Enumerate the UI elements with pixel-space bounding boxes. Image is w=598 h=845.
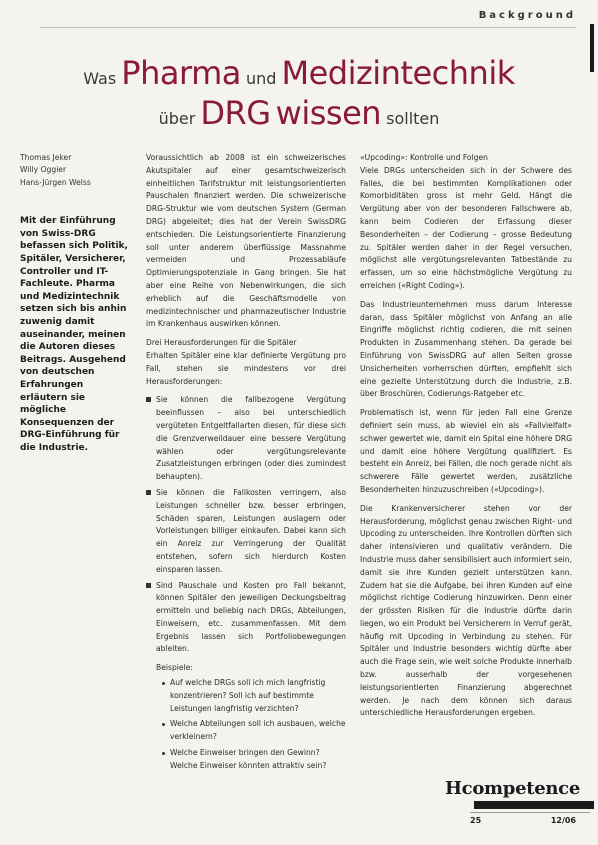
author-name: Thomas Jeker (20, 153, 72, 162)
examples-list (146, 677, 346, 773)
article-title-line-1 (0, 54, 598, 92)
footer-rule (470, 812, 590, 813)
author-list (20, 152, 130, 189)
list-item (162, 677, 346, 715)
bullet-square-icon (146, 397, 151, 402)
list-item-text: Auf welche DRGs soll ich mich langfristig konzentrieren? Soll ich auf bestimmte Leistungen langfristig verzichten? (170, 678, 326, 713)
body-paragraph: Erhalten Spitäler eine klar definierte Vergütung pro Fall, stehen sie mindestens vor drei Herausforderungen: (146, 350, 346, 386)
title-word: und (245, 69, 277, 88)
author-name: Hans-Jürgen Welss (20, 177, 91, 187)
title-word: Pharma (121, 54, 241, 92)
subheading: «Upcoding»: Kontrolle und Folgen (360, 153, 488, 162)
publication-logo: Hcompetence (444, 778, 580, 799)
subheading: Drei Herausforderungen für die Spitäler (146, 338, 297, 348)
title-word: Medizintechnik (281, 54, 515, 92)
issue-number: 12/06 (550, 816, 576, 825)
body-paragraph: Voraussichtlich ab 2008 ist ein schweizerisches Akutspitaler auf einer gesamtschweizerisch einheitlichen Tarifstruktur mit leistungsorientierten Pauschalen finanziert werden. Die schweizerische DRG-Struktur wie vom deutschen System (German DRG) abgeleitet; dies hat der Verein SwissDRG entschieden. Die Leistungsorientierte Finanzierung soll unter anderem überflüssige Massnahme vermeiden und Prozessabläufe Optimierungspotenziale in Gang bringen. Sie hat aber eine Reihe von Nebenwirkungen, die sich erheblich auf die Geschäftsmodelle von medizintechnischer und pharmazeutischer Industrie im Krankenhaus auswirken können. (146, 153, 346, 329)
list-item-text: Sie können die Fallkosten verringern, also Leistungen schneller bzw. besser erbringen, Schäden sparen, Leistungen auslagern oder Vorleistungen billiger einkaufen. Dabei kann sich ein Anreiz zur Verringerung der Qualität entstehen, sofern sich hierdurch Kosten einsparen lassen. (156, 487, 346, 574)
article-title-line-2 (0, 94, 598, 132)
list-item-text: Sind Pauschale und Kosten pro Fall bekannt, können Spitäler den jeweiligen Deckungsbeitrag ermitteln und beliebig nach DRGs, Abteilungen, Einweisern, etc. zusammenfassen. Mit dem Ergebnis lassen sich Portfoliobewegungen ableiten. (156, 580, 346, 654)
page-number: 25 (470, 816, 482, 825)
body-paragraph: Problematisch ist, wenn für jeden Fall eine Grenze definiert sein muss, ab wieviel ein als «Fallvielfalt» schwer gewertet wie, damit ein Spital eine höhere DRG und damit eine höhere Vergütung qualifiziert. Es besteht ein Anreiz, bei Fällen, die noch gerade nicht als schwerere Fälle gewertet werden, zusätzliche Besonderheiten hinzuzuschreiben («Upcoding»). (360, 408, 572, 494)
bullet-dot-icon (162, 682, 165, 685)
list-item-text: Welche Abteilungen soll ich ausbauen, welche verkleinern? (170, 719, 346, 742)
list-item-text: Welche Einweiser bringen den Gewinn? Welche Einweiser könnten attraktiv sein? (170, 748, 327, 770)
list-item (162, 747, 346, 773)
author-name: Willy Oggier (20, 165, 67, 175)
examples-label: Beispiele: (156, 663, 193, 673)
bullet-dot-icon (162, 723, 165, 726)
column-left (20, 152, 130, 455)
bullet-square-icon (146, 490, 151, 495)
body-paragraph: Das Industrieunternehmen muss darum Interesse daran, dass Spitäler möglichst von Anfang an alle Eingriffe möglichst richtig codieren, die mit seinen Produkten in Zusammenhang stehen. Da gerade bei Einführung von SwissDRG auf allen Seiten grosse Unsicherheiten vorherrschen dürften, empfiehlt sich eine gezielte Unterstützung durch die Industrie, z.B. über Broschüren, Codierungs-Ratgeber etc. (360, 299, 572, 399)
title-word: Was (83, 69, 117, 88)
list-item (146, 580, 346, 657)
bullet-list (146, 394, 346, 656)
title-word: wissen (275, 94, 382, 132)
column-right (360, 152, 572, 726)
list-item (146, 394, 346, 484)
list-item-text: Sie können die fallbezogene Vergütung beeinflussen – also bei unterschiedlich vergüteten Entgeltfallarten diesen, für diese sich die Grenzverweildauer eine bessere Vergütung wählen oder vergütungsrelevante Zusatzleistungen erbringen (oder dies zumindest behaupten). (156, 395, 346, 482)
section-tag: Background (478, 10, 576, 21)
top-rule (40, 27, 576, 28)
body-paragraph: Viele DRGs unterscheiden sich in der Schwere des Falles, die bei bestimmten Komplikationen oder Komorbiditäten gross ist mehr Geld. Hängt die Vergütung aber von der besonderen Fallschwere ab, kann beim Codieren der Erfassung dieser Besonderheiten – der Codierung – grosse Bedeutung zu. Spitäler werden daher in der Regel versuchen, möglichst alle vergütungsrelevanten Tatbestände zu erfassen, um so eine höchstmögliche Vergütung zu erreichen («Right Coding»). (360, 165, 572, 290)
lead-paragraph: Mit der Einführung von Swiss-DRG befassen sich Politik, Spitäler, Versicherer, Controller und IT-Fachleute. Pharma und Medizintechnik setzen sich bis anhin zuwenig damit auseinander, meinen die Autoren dieses Beitrags. Ausgehend von deutschen Erfahrungen erläutern sie mögliche Konsequenzen der DRG-Einführung für die Industrie. (20, 216, 128, 453)
body-paragraph: Die Krankenversicherer stehen vor der Herausforderung, möglichst genau zwischen Right- und Upcoding zu unterscheiden. Ihre Kontrollen dürften sich daher intensivieren und qualitativ verändern. Die Industrie muss daher sensibilisiert auch informiert sein, damit sie ihre Kunden gezielt unterstützen kann. Zudem hat sie die Aufgabe, bei ihren Kunden auf eine möglichst richtige Codierung hinzuwirken. Denn einer der grössten Risiken für die Industrie dürfte darin liegen, wo ein Produkt bei Versicherern in Verruf gerät, häufig mit Upcoding in Verbindung zu stehen. Für Spitäler und Industrie besonders wichtig dürfte aber auch die Frage sein, wie weit solche Produkte innerhalb bzw. ausserhalb der vorgesehenen leistungsorientierten Finanzierung abgerechnet werden. Je nach dem können sich daraus unterschiedliche Herausforderungen ergeben. (360, 503, 572, 718)
bullet-dot-icon (162, 752, 165, 755)
bullet-square-icon (146, 583, 151, 588)
list-item (162, 718, 346, 744)
list-item (146, 487, 346, 577)
title-word: sollten (386, 109, 440, 128)
logo-bar (474, 801, 594, 809)
title-word: DRG (200, 94, 271, 132)
title-word: über (158, 109, 196, 128)
column-middle (146, 152, 346, 776)
